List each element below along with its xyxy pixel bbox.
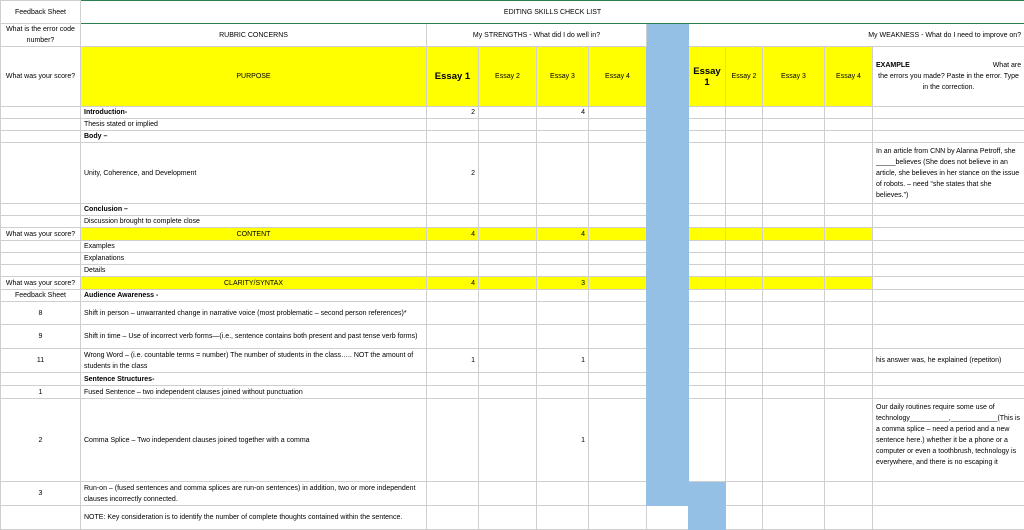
example-instructions: the errors you made? Paste in the error. Type in the correction.: [876, 71, 1021, 93]
unity-example[interactable]: In an article from CNN by Alanna Petroff, she _____believes (She does not believe in an article, she believes in her stance on the issue of robots. – need “she states that she believes.”): [873, 143, 1024, 204]
purpose-label: PURPOSE: [81, 47, 427, 107]
example-question: What are: [993, 60, 1021, 71]
shift-time-label: Shift in time – Use of incorrect verb forms—(i.e., sentence contains both present and past tense verb forms): [81, 325, 427, 349]
introduction-label: Introduction-: [81, 107, 427, 119]
body-label: Body –: [81, 131, 427, 143]
comma-splice-code: 2: [1, 399, 81, 482]
weakness-essay-1-header: Essay 1: [689, 47, 726, 107]
weakness-essay-3-header: Essay 3: [763, 47, 825, 107]
feedback-sheet-side-label: Feedback Sheet: [1, 290, 81, 302]
weakness-essay-2-header: Essay 2: [726, 47, 763, 107]
clarity-strength-essay-1[interactable]: 4: [427, 277, 479, 290]
strength-essay-2-header: Essay 2: [479, 47, 537, 107]
sentence-structures-label: Sentence Structures-: [81, 373, 427, 386]
blue-divider-column: [647, 24, 689, 506]
strength-essay-4-header: Essay 4: [589, 47, 647, 107]
clarity-label: CLARITY/SYNTAX: [81, 277, 427, 290]
strengths-header: My STRENGTHS - What did I do well in?: [427, 24, 647, 47]
rubric-concerns-header: RUBRIC CONCERNS: [81, 24, 427, 47]
strength-essay-3-header: Essay 3: [537, 47, 589, 107]
weakness-essay-4-header: Essay 4: [825, 47, 873, 107]
intro-strength-essay-1[interactable]: 2: [427, 107, 479, 119]
clarity-strength-essay-3[interactable]: 3: [537, 277, 589, 290]
example-header: [873, 47, 1024, 107]
thesis-label: Thesis stated or implied: [81, 119, 427, 131]
conclusion-label: Conclusion –: [81, 204, 427, 216]
content-score-question: What was your score?: [1, 228, 81, 241]
run-on-label: Run-on – (fused sentences and comma splices are run-on sentences) in addition, two or more independent clauses incorrectly connected.: [81, 482, 427, 506]
note-label: NOTE: Key consideration is to identify the number of complete thoughts contained within the sentence.: [81, 506, 427, 530]
details-label: Details: [81, 265, 427, 277]
content-label: CONTENT: [81, 228, 427, 241]
discussion-label: Discussion brought to complete close: [81, 216, 427, 228]
run-on-code: 3: [1, 482, 81, 506]
content-strength-essay-3[interactable]: 4: [537, 228, 589, 241]
example-label: EXAMPLE: [876, 60, 910, 71]
purpose-score-question: What was your score?: [1, 47, 81, 107]
comma-splice-example[interactable]: Our daily routines require some use of technology__________,____________(This is a comma splice – need a period and a new sentence here.) whether it be a phone or a computer or even a toothbrush, technology is everywhere, and there is no escaping it: [873, 399, 1024, 482]
wrong-word-strength-essay-3[interactable]: 1: [537, 349, 589, 373]
strength-essay-1-header: Essay 1: [427, 47, 479, 107]
fused-code: 1: [1, 386, 81, 399]
explanations-label: Explanations: [81, 253, 427, 265]
comma-splice-label: Comma Splice – Two independent clauses joined together with a comma: [81, 399, 427, 482]
wrong-word-strength-essay-1[interactable]: 1: [427, 349, 479, 373]
content-strength-essay-1[interactable]: 4: [427, 228, 479, 241]
shift-person-code: 8: [1, 302, 81, 325]
intro-strength-essay-3[interactable]: 4: [537, 107, 589, 119]
comma-splice-strength-essay-3[interactable]: 1: [537, 399, 589, 482]
wrong-word-label: Wrong Word – (i.e. countable terms = number) The number of students in the class….. NOT the amount of students in the class: [81, 349, 427, 373]
weakness-header: My WEAKNESS - What do I need to improve on?: [689, 24, 1024, 47]
shift-time-code: 9: [1, 325, 81, 349]
wrong-word-example[interactable]: his answer was, he explained (repetiton): [873, 349, 1024, 373]
audience-awareness-label: Audience Awareness -: [81, 290, 427, 302]
unity-label: Unity, Coherence, and Development: [81, 143, 427, 204]
clarity-score-question: What was your score?: [1, 277, 81, 290]
sheet-title: EDITING SKILLS CHECK LIST: [81, 1, 1024, 24]
wrong-word-code: 11: [1, 349, 81, 373]
feedback-sheet-label: Feedback Sheet: [1, 1, 81, 24]
blue-divider-bottom: [689, 482, 726, 530]
error-code-question: What is the error code number?: [1, 24, 81, 47]
shift-person-label: Shift in person – unwarranted change in narrative voice (most problematic – second person references)*: [81, 302, 427, 325]
unity-strength-essay-1[interactable]: 2: [427, 143, 479, 204]
examples-label: Examples: [81, 241, 427, 253]
fused-label: Fused Sentence – two independent clauses joined without punctuation: [81, 386, 427, 399]
